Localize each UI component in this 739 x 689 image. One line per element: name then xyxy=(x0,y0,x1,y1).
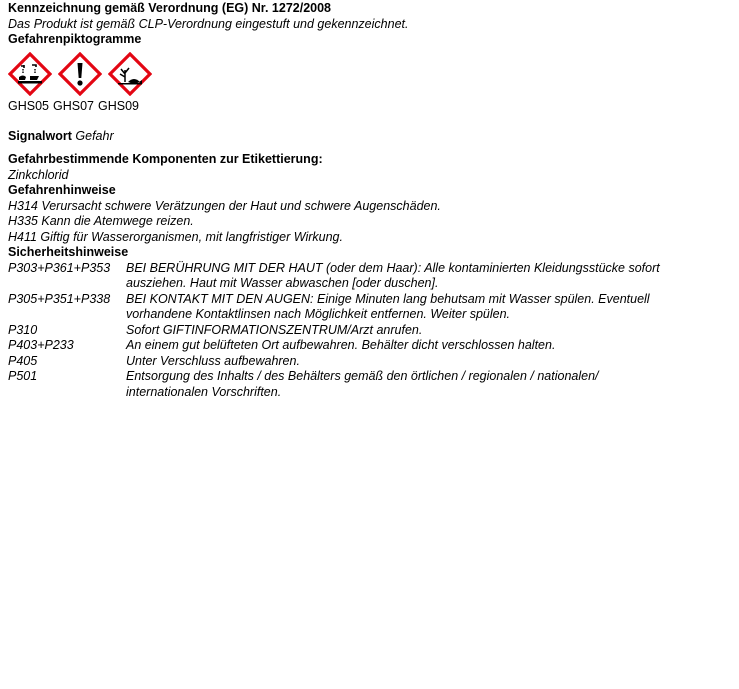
signal-value: Gefahr xyxy=(75,128,114,143)
safety-text-line: Unter Verschluss aufbewahren. xyxy=(126,353,300,368)
pictogram-row xyxy=(8,52,733,96)
safety-text xyxy=(126,369,733,400)
safety-text-line: BEI BERÜHRUNG MIT DER HAUT (oder dem Haar): Alle kontaminierten Kleidungsstücke sofort xyxy=(126,260,660,275)
signal-label: Signalwort xyxy=(8,128,72,143)
pictogram-code: GHS07 xyxy=(53,98,94,113)
environment-icon xyxy=(108,52,152,96)
safety-statements xyxy=(8,261,733,401)
safety-text-line: internationalen Vorschriften. xyxy=(126,384,282,399)
hazard-statement: H314 Verursacht schwere Verätzungen der Haut und schwere Augenschäden. xyxy=(8,198,441,213)
signal-word xyxy=(8,129,733,145)
pictogram-code: GHS05 xyxy=(8,98,49,113)
safety-text xyxy=(126,323,733,339)
corrosion-icon xyxy=(8,52,52,96)
pictogram-code: GHS09 xyxy=(98,98,139,113)
safety-text-line: ausziehen. Haut mit Wasser abwaschen [oder duschen]. xyxy=(126,276,439,290)
safety-text-line: An einem gut belüfteten Ort aufbewahren. Behälter dicht verschlossen halten. xyxy=(126,338,556,352)
hazard-statement: H335 Kann die Atemwege reizen. xyxy=(8,214,194,228)
safety-text-line: Entsorgung des Inhalts / des Behälters gemäß den örtlichen / regionalen / nationalen/ xyxy=(126,369,599,383)
safety-text xyxy=(126,261,733,292)
safety-title: Sicherheitshinweise xyxy=(8,245,129,259)
components-value: Zinkchlorid xyxy=(8,167,69,182)
hazard-statement: H411 Giftig für Wasserorganismen, mit langfristiger Wirkung. xyxy=(8,229,343,244)
safety-code: P303+P361+P353 xyxy=(8,260,111,275)
pictograms-title: Gefahrenpiktogramme xyxy=(8,32,142,46)
safety-text-line: BEI KONTAKT MIT DEN AUGEN: Einige Minuten lang behutsam mit Wasser spülen. Eventuell xyxy=(126,291,650,306)
label-document xyxy=(8,1,733,400)
safety-code: P310 xyxy=(8,322,38,337)
pictogram-codes xyxy=(8,99,733,114)
safety-text-line: vorhandene Kontaktlinsen nach Möglichkeit entfernen. Weiter spülen. xyxy=(126,307,511,321)
safety-code: P305+P351+P338 xyxy=(8,291,111,306)
safety-code: P501 xyxy=(8,369,38,383)
safety-text-line: Sofort GIFTINFORMATIONSZENTRUM/Arzt anrufen. xyxy=(126,322,423,337)
safety-code: P403+P233 xyxy=(8,338,74,352)
components-title: Gefahrbestimmende Komponenten zur Etikettierung: xyxy=(8,152,323,166)
section-heading: Kennzeichnung gemäß Verordnung (EG) Nr. 1272/2008 xyxy=(8,1,331,15)
safety-text xyxy=(126,338,733,354)
safety-code: P405 xyxy=(8,353,38,368)
classification-note: Das Produkt ist gemäß CLP-Verordnung eingestuft und gekennzeichnet. xyxy=(8,16,409,31)
hazard-title: Gefahrenhinweise xyxy=(8,183,116,197)
safety-text xyxy=(126,292,733,323)
safety-text xyxy=(126,354,733,370)
exclamation-mark-icon xyxy=(58,52,102,96)
